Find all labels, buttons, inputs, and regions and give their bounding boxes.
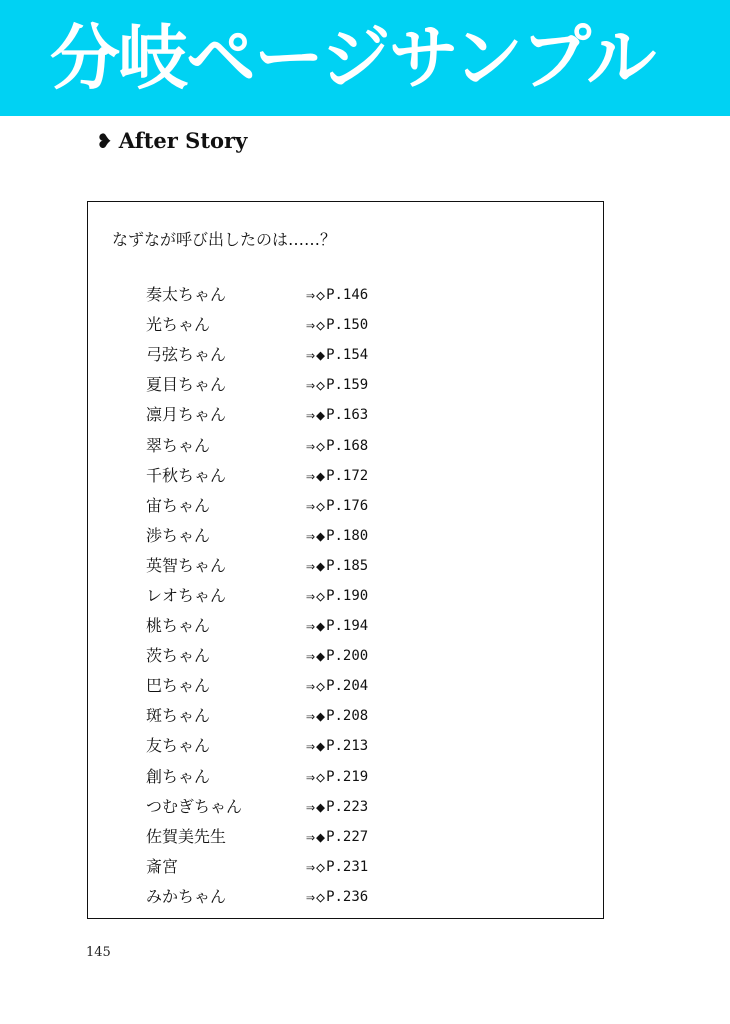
- arrow-icon: ⇒: [306, 526, 316, 545]
- page-reference: P.185: [326, 557, 369, 574]
- filled-diamond-icon: ◆: [316, 827, 326, 846]
- choice-name: 英智ちゃん: [146, 555, 227, 575]
- choice-row: [146, 461, 368, 491]
- choice-list: [146, 280, 368, 912]
- choice-target: [306, 645, 368, 667]
- page-reference: P.176: [326, 497, 369, 514]
- choice-row: [146, 882, 368, 912]
- arrow-icon: ⇒: [306, 466, 316, 485]
- choice-name: 創ちゃん: [146, 766, 211, 786]
- choice-target: [306, 826, 368, 848]
- choice-row: [146, 491, 368, 521]
- page-reference: P.227: [326, 828, 369, 845]
- choice-target: [306, 856, 368, 878]
- choice-name: 宙ちゃん: [146, 495, 211, 515]
- hollow-diamond-icon: ◇: [316, 857, 326, 876]
- choice-row: [146, 340, 368, 370]
- page-reference: P.146: [326, 287, 369, 304]
- filled-diamond-icon: ◆: [316, 346, 326, 365]
- page-reference: P.236: [326, 888, 369, 905]
- page-reference: P.168: [326, 437, 369, 454]
- page-reference: P.223: [326, 798, 369, 815]
- page-reference: P.180: [326, 527, 369, 544]
- choice-row: [146, 762, 368, 792]
- hollow-diamond-icon: ◇: [316, 677, 326, 696]
- choice-name: 桃ちゃん: [146, 616, 211, 636]
- filled-diamond-icon: ◆: [316, 617, 326, 636]
- choice-target: [306, 314, 368, 336]
- section-label: After Story: [118, 128, 248, 153]
- arrow-icon: ⇒: [306, 707, 316, 726]
- page-reference: P.194: [326, 618, 369, 635]
- arrow-icon: ⇒: [306, 376, 316, 395]
- page-reference: P.190: [326, 587, 369, 604]
- choice-target: [306, 374, 368, 396]
- page-reference: P.219: [326, 768, 369, 785]
- filled-diamond-icon: ◆: [316, 647, 326, 666]
- choice-row: [146, 400, 368, 430]
- choice-row: [146, 641, 368, 671]
- arrow-icon: ⇒: [306, 617, 316, 636]
- arrow-icon: ⇒: [306, 887, 316, 906]
- header-banner: [0, 0, 730, 116]
- choice-name: 弓弦ちゃん: [146, 345, 227, 365]
- arrow-icon: ⇒: [306, 556, 316, 575]
- choice-target: [306, 525, 368, 547]
- choice-target: [306, 766, 368, 788]
- hollow-diamond-icon: ◇: [316, 376, 326, 395]
- filled-diamond-icon: ◆: [316, 707, 326, 726]
- filled-diamond-icon: ◆: [316, 556, 326, 575]
- choice-target: [306, 886, 368, 908]
- choice-row: [146, 310, 368, 340]
- choice-target: [306, 344, 368, 366]
- filled-diamond-icon: ◆: [316, 797, 326, 816]
- choice-name: 斎宮: [146, 856, 179, 876]
- choice-row: [146, 852, 368, 882]
- hollow-diamond-icon: ◇: [316, 586, 326, 605]
- page-reference: P.213: [326, 738, 369, 755]
- hollow-diamond-icon: ◇: [316, 316, 326, 335]
- hollow-diamond-icon: ◇: [316, 436, 326, 455]
- choice-row: [146, 581, 368, 611]
- choice-target: [306, 435, 368, 457]
- choice-name: 翠ちゃん: [146, 435, 211, 455]
- section-heading: [96, 126, 247, 156]
- choice-row: [146, 792, 368, 822]
- choice-name: 巴ちゃん: [146, 676, 211, 696]
- choice-row: [146, 611, 368, 641]
- choice-target: [306, 465, 368, 487]
- choice-name: 渉ちゃん: [146, 525, 211, 545]
- choice-target: [306, 284, 368, 306]
- arrow-icon: ⇒: [306, 406, 316, 425]
- choice-target: [306, 796, 368, 818]
- arrow-icon: ⇒: [306, 677, 316, 696]
- page-number: 145: [86, 945, 111, 960]
- filled-diamond-icon: ◆: [316, 406, 326, 425]
- page-title: 分岐ページサンプル: [50, 17, 655, 99]
- heart-bullet-icon: ❥: [96, 129, 113, 153]
- choice-target: [306, 555, 368, 577]
- filled-diamond-icon: ◆: [316, 466, 326, 485]
- page-reference: P.163: [326, 407, 369, 424]
- arrow-icon: ⇒: [306, 797, 316, 816]
- page-reference: P.172: [326, 467, 369, 484]
- arrow-icon: ⇒: [306, 737, 316, 756]
- choice-name: 友ちゃん: [146, 736, 211, 756]
- arrow-icon: ⇒: [306, 857, 316, 876]
- choice-row: [146, 671, 368, 701]
- choice-row: [146, 822, 368, 852]
- hollow-diamond-icon: ◇: [316, 496, 326, 515]
- arrow-icon: ⇒: [306, 436, 316, 455]
- choice-row: [146, 521, 368, 551]
- choice-target: [306, 404, 368, 426]
- choice-target: [306, 585, 368, 607]
- arrow-icon: ⇒: [306, 496, 316, 515]
- arrow-icon: ⇒: [306, 346, 316, 365]
- choice-name: 奏太ちゃん: [146, 285, 227, 305]
- question-text: なずなが呼び出したのは……？: [112, 230, 337, 249]
- choice-row: [146, 701, 368, 731]
- page-reference: P.159: [326, 377, 369, 394]
- choice-name: 茨ちゃん: [146, 646, 211, 666]
- page-reference: P.200: [326, 648, 369, 665]
- choice-name: つむぎちゃん: [146, 796, 243, 816]
- arrow-icon: ⇒: [306, 316, 316, 335]
- choice-name: 千秋ちゃん: [146, 465, 227, 485]
- page-reference: P.231: [326, 858, 369, 875]
- choice-target: [306, 495, 368, 517]
- filled-diamond-icon: ◆: [316, 526, 326, 545]
- choice-row: [146, 280, 368, 310]
- page-reference: P.154: [326, 347, 369, 364]
- page-reference: P.208: [326, 708, 369, 725]
- arrow-icon: ⇒: [306, 586, 316, 605]
- page-reference: P.204: [326, 678, 369, 695]
- filled-diamond-icon: ◆: [316, 737, 326, 756]
- choice-box: [87, 201, 604, 919]
- page-reference: P.150: [326, 317, 369, 334]
- choice-name: 夏目ちゃん: [146, 375, 227, 395]
- choice-target: [306, 675, 368, 697]
- choice-name: みかちゃん: [146, 886, 227, 906]
- choice-name: レオちゃん: [146, 585, 227, 605]
- choice-name: 凛月ちゃん: [146, 405, 227, 425]
- choice-target: [306, 705, 368, 727]
- choice-name: 斑ちゃん: [146, 706, 211, 726]
- choice-row: [146, 551, 368, 581]
- choice-row: [146, 731, 368, 761]
- choice-name: 佐賀美先生: [146, 826, 227, 846]
- choice-row: [146, 370, 368, 400]
- arrow-icon: ⇒: [306, 767, 316, 786]
- choice-target: [306, 615, 368, 637]
- hollow-diamond-icon: ◇: [316, 286, 326, 305]
- choice-row: [146, 430, 368, 460]
- arrow-icon: ⇒: [306, 286, 316, 305]
- hollow-diamond-icon: ◇: [316, 887, 326, 906]
- arrow-icon: ⇒: [306, 827, 316, 846]
- choice-name: 光ちゃん: [146, 315, 211, 335]
- choice-target: [306, 735, 368, 757]
- hollow-diamond-icon: ◇: [316, 767, 326, 786]
- arrow-icon: ⇒: [306, 647, 316, 666]
